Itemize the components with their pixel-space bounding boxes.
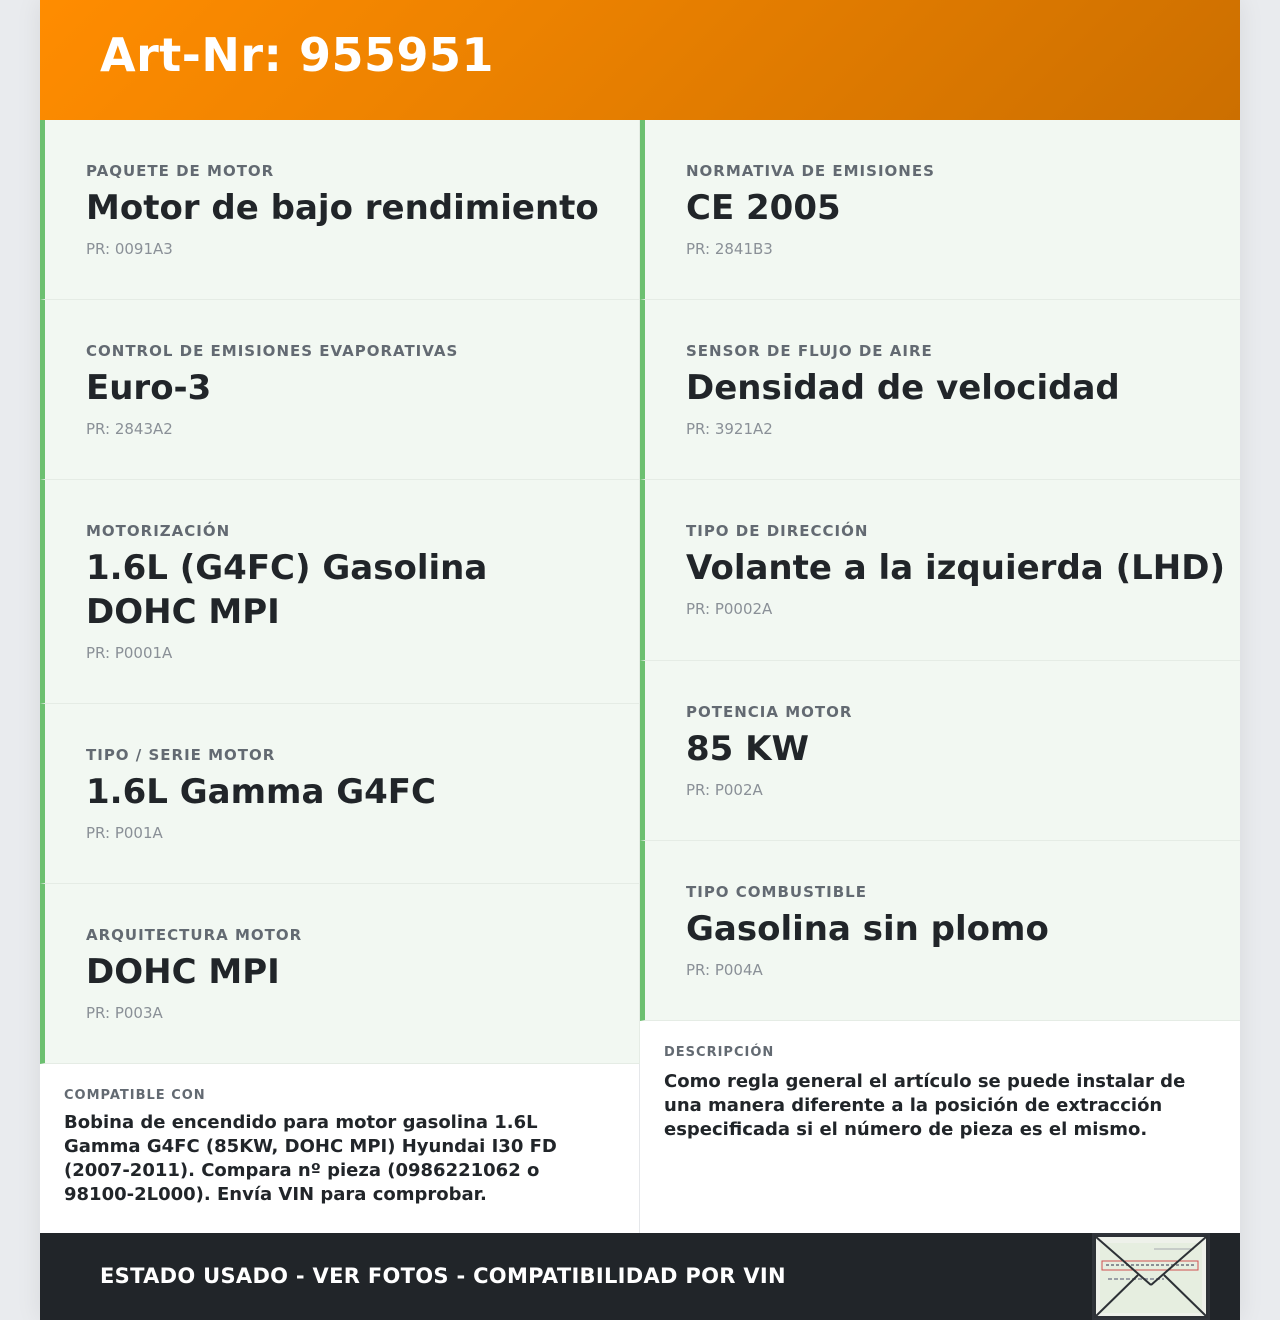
spec-card-motorizacion: [40, 480, 640, 704]
spec-pr-code: PR: P003A: [86, 1004, 163, 1022]
spec-pr-code: PR: P001A: [86, 824, 163, 842]
spec-pr-code: PR: P0001A: [86, 644, 173, 662]
description-label: DESCRIPCIÓN: [664, 1045, 775, 1060]
status-footer-text: ESTADO USADO - VER FOTOS - COMPATIBILIDAD POR VIN: [100, 1263, 786, 1288]
left-spec-column: [40, 120, 640, 1064]
spec-card-potencia-motor: [640, 661, 1240, 841]
spec-pr-code: PR: 3921A2: [686, 420, 773, 438]
spec-value: 1.6L (G4FC) Gasolina DOHC MPI: [86, 548, 488, 632]
spec-label: CONTROL DE EMISIONES EVAPORATIVAS: [86, 342, 459, 360]
spec-label: NORMATIVA DE EMISIONES: [686, 162, 935, 180]
spec-card-control-emisiones: [40, 300, 640, 480]
compatible-text: Bobina de encendido para motor gasolina 1.6L Gamma G4FC (85KW, DOHC MPI) Hyundai I30 FD (2007-2011). Compara nº pieza (0986221062 o 98100-2L000). Envía VIN para comprobar.: [64, 1112, 557, 1205]
spec-pr-code: PR: P0002A: [686, 600, 773, 618]
spec-label: TIPO COMBUSTIBLE: [686, 883, 867, 901]
compatible-label: COMPATIBLE CON: [64, 1088, 206, 1103]
compatible-section: [40, 1064, 640, 1233]
header-bar: [40, 0, 1240, 120]
envelope-icon[interactable]: [1092, 1233, 1210, 1320]
spec-label: POTENCIA MOTOR: [686, 703, 853, 721]
spec-card-tipo-combustible: [640, 841, 1240, 1021]
spec-pr-code: PR: P004A: [686, 961, 763, 979]
spec-value: CE 2005: [686, 188, 841, 228]
spec-label: ARQUITECTURA MOTOR: [86, 926, 303, 944]
status-footer: [40, 1233, 1240, 1320]
spec-label: TIPO DE DIRECCIÓN: [686, 522, 869, 540]
spec-value: Volante a la izquierda (LHD): [686, 548, 1225, 588]
spec-card-normativa-emisiones: [640, 120, 1240, 300]
description-text: Como regla general el artículo se puede instalar de una manera diferente a la posición de extracción especificada si el número de pieza es el mismo.: [664, 1071, 1186, 1140]
article-number-title: Art-Nr: 955951: [100, 28, 495, 82]
spec-card-paquete-motor: [40, 120, 640, 300]
spec-label: SENSOR DE FLUJO DE AIRE: [686, 342, 933, 360]
spec-label: PAQUETE DE MOTOR: [86, 162, 275, 180]
spec-value: Gasolina sin plomo: [686, 909, 1049, 949]
spec-card-tipo-direccion: [640, 480, 1240, 661]
spec-pr-code: PR: P002A: [686, 781, 763, 799]
description-section: [640, 1021, 1240, 1233]
spec-label: MOTORIZACIÓN: [86, 522, 231, 540]
spec-card-tipo-serie-motor: [40, 704, 640, 884]
spec-pr-code: PR: 2841B3: [686, 240, 773, 258]
spec-value: Motor de bajo rendimiento: [86, 188, 599, 228]
spec-pr-code: PR: 0091A3: [86, 240, 173, 258]
spec-value: Euro-3: [86, 368, 212, 408]
spec-label: TIPO / SERIE MOTOR: [86, 746, 276, 764]
spec-value: Densidad de velocidad: [686, 368, 1120, 408]
spec-value: DOHC MPI: [86, 952, 280, 992]
article-page: [40, 0, 1240, 1320]
spec-card-arquitectura-motor: [40, 884, 640, 1064]
spec-value: 85 KW: [686, 729, 810, 769]
spec-value: 1.6L Gamma G4FC: [86, 772, 436, 812]
right-spec-column: [640, 120, 1240, 1021]
spec-pr-code: PR: 2843A2: [86, 420, 173, 438]
spec-card-sensor-flujo-aire: [640, 300, 1240, 480]
